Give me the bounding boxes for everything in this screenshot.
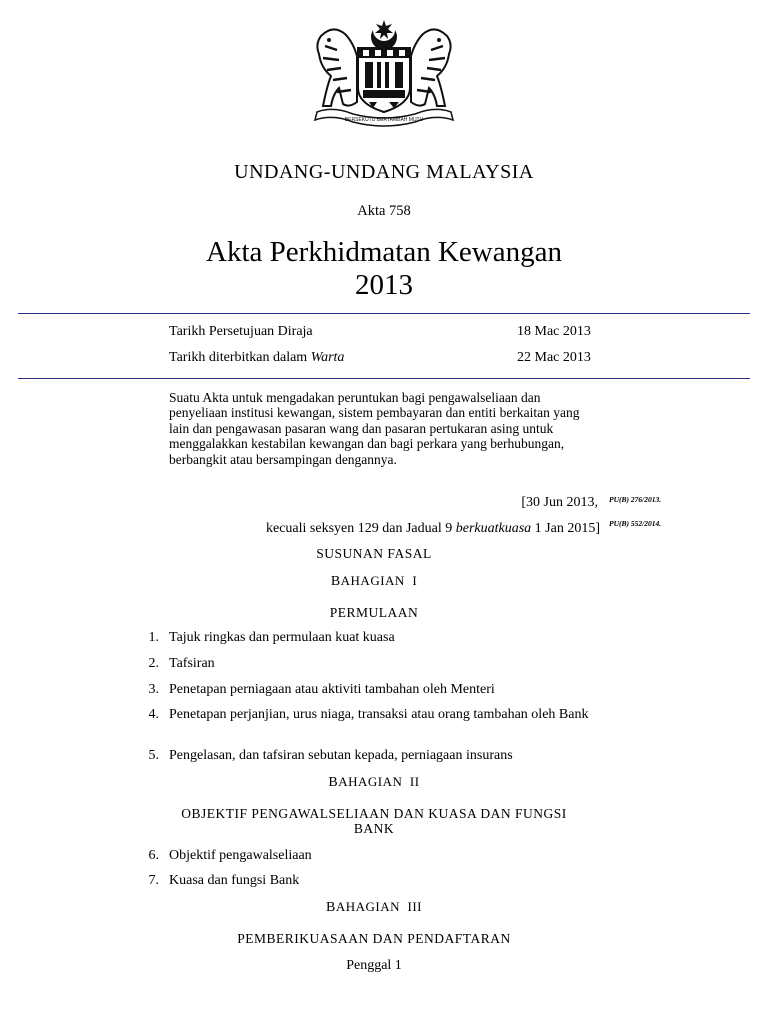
part-3-heading: BAHAGIAN III [325,899,422,915]
gazette-label-italic: Warta [310,350,345,365]
part-1-heading: BAHAGIAN I [330,573,418,589]
commencement-line1: [30 Jun 2013, [521,495,598,510]
part-2-title: OBJEKTIF PENGAWALSELIAAN DAN KUASA DAN FUNGSI BANK [181,806,567,836]
assent-date: 18 Mac 2013 [517,324,591,339]
margin-note-2: PU(B) 552/2014. [609,519,662,528]
coat-of-arms-emblem [303,16,465,128]
bottom-divider [18,378,750,379]
commencement-suffix: 1 Jan 2015] [531,521,600,536]
gazette-date: 22 Mac 2013 [517,350,591,365]
part-3-title: PEMBERIKUASAAN DAN PENDAFTARAN [237,931,511,946]
arrangement-title: SUSUNAN FASAL [316,546,432,561]
country-title: UNDANG-UNDANG MALAYSIA [234,161,534,183]
division-heading: Penggal 1 [346,958,402,973]
gazette-label-prefix: Tarikh diterbitkan dalam [169,350,311,365]
part-1-title: PERMULAAN [329,605,419,620]
part-2-heading: BAHAGIAN II [328,774,420,790]
assent-label: Tarikh Persetujuan Diraja [169,324,313,339]
margin-note-1: PU(B) 276/2013. [609,495,662,504]
commencement-line2 [266,521,600,537]
commencement-prefix: kecuali seksyen 129 dan Jadual 9 [266,521,456,536]
act-title-line2: 2013 [355,269,413,301]
malaysia-coat-of-arms-icon [303,16,465,128]
commencement-italic: berkuatkuasa [455,521,532,536]
gazette-label [169,350,344,366]
top-divider [18,313,750,314]
motto-text: BERSEKUTU BERTAMBAH MUTU [344,117,424,123]
preamble-text: Suatu Akta untuk mengadakan peruntukan bagi pengawalseliaan dan penyeliaan institusi kewangan, sistem pembayaran dan entiti berkaitan yang lain dan pengawasan pasaran wang dan pasaran pertukaran asing untuk menggalakkan kestabilan kewangan dan bagi perkara yang berhubungan, berbangkit atau bersampingan dengannya. [169,390,580,467]
act-number: Akta 758 [357,203,411,219]
act-title-line1: Akta Perkhidmatan Kewangan [206,236,562,268]
